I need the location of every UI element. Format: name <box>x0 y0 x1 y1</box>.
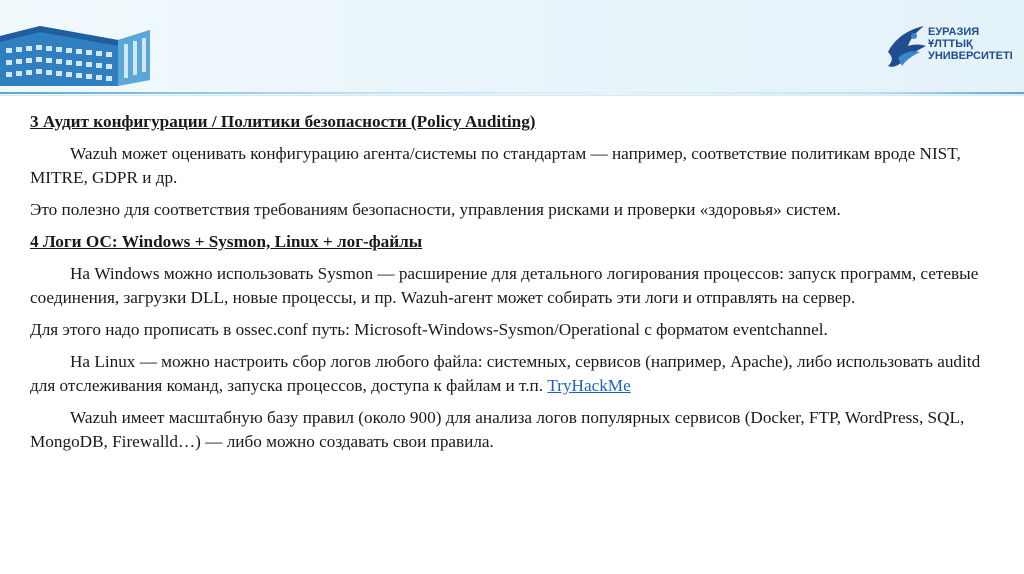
section-3-paragraph-1: Wazuh может оценивать конфигурацию агента/системы по стандартам — например, соответствие политикам вроде NIST, MITRE, GDPR и др. <box>30 144 961 187</box>
section-4-heading: 4 Логи ОС: Windows + Sysmon, Linux + лог-файлы <box>30 232 423 251</box>
section-4-paragraph-3 <box>30 350 990 398</box>
header-divider-thin <box>0 95 1024 96</box>
section-4-paragraph-1: На Windows можно использовать Sysmon — расширение для детального логирования процессов: запуск программ, сетевые соединения, загрузки DLL, новые процессы, и пр. Wazuh-агент может собирать эти логи и отправлять на сервер. <box>30 264 979 307</box>
logo-line-2: ҰЛТТЫҚ <box>928 38 973 50</box>
university-logo <box>884 22 1014 70</box>
slide-header <box>0 0 1024 96</box>
section-4-paragraph-4: Wazuh имеет масштабную базу правил (около 900) для анализа логов популярных сервисов (Docker, FTP, WordPress, SQL, MongoDB, Firewalld…) — либо можно создавать свои правила. <box>30 408 965 451</box>
section-3-paragraph-2: Это полезно для соответствия требованиям безопасности, управления рисками и проверки «здоровья» систем. <box>30 200 841 219</box>
section-4-paragraph-2: Для этого надо прописать в ossec.conf путь: Microsoft-Windows-Sysmon/Operational с форматом eventchannel. <box>30 320 828 339</box>
eagle-emblem-icon <box>884 22 930 70</box>
logo-text <box>928 26 1013 62</box>
building-icon <box>0 6 160 90</box>
logo-line-1: ЕУРАЗИЯ <box>928 26 980 38</box>
logo-line-3: УНИВЕРСИТЕТІ <box>928 50 1013 62</box>
section-4-paragraph-3-text: На Linux — можно настроить сбор логов любого файла: системных, сервисов (например, Apache), либо использовать auditd для отслеживания команд, запуска процессов, доступа к файлам и т.п. <box>30 352 981 395</box>
section-3-heading: 3 Аудит конфигурации / Политики безопасности (Policy Auditing) <box>30 112 536 131</box>
slide-body <box>30 110 990 462</box>
header-divider <box>0 92 1024 94</box>
tryhackme-link[interactable]: TryHackMe <box>547 376 631 395</box>
